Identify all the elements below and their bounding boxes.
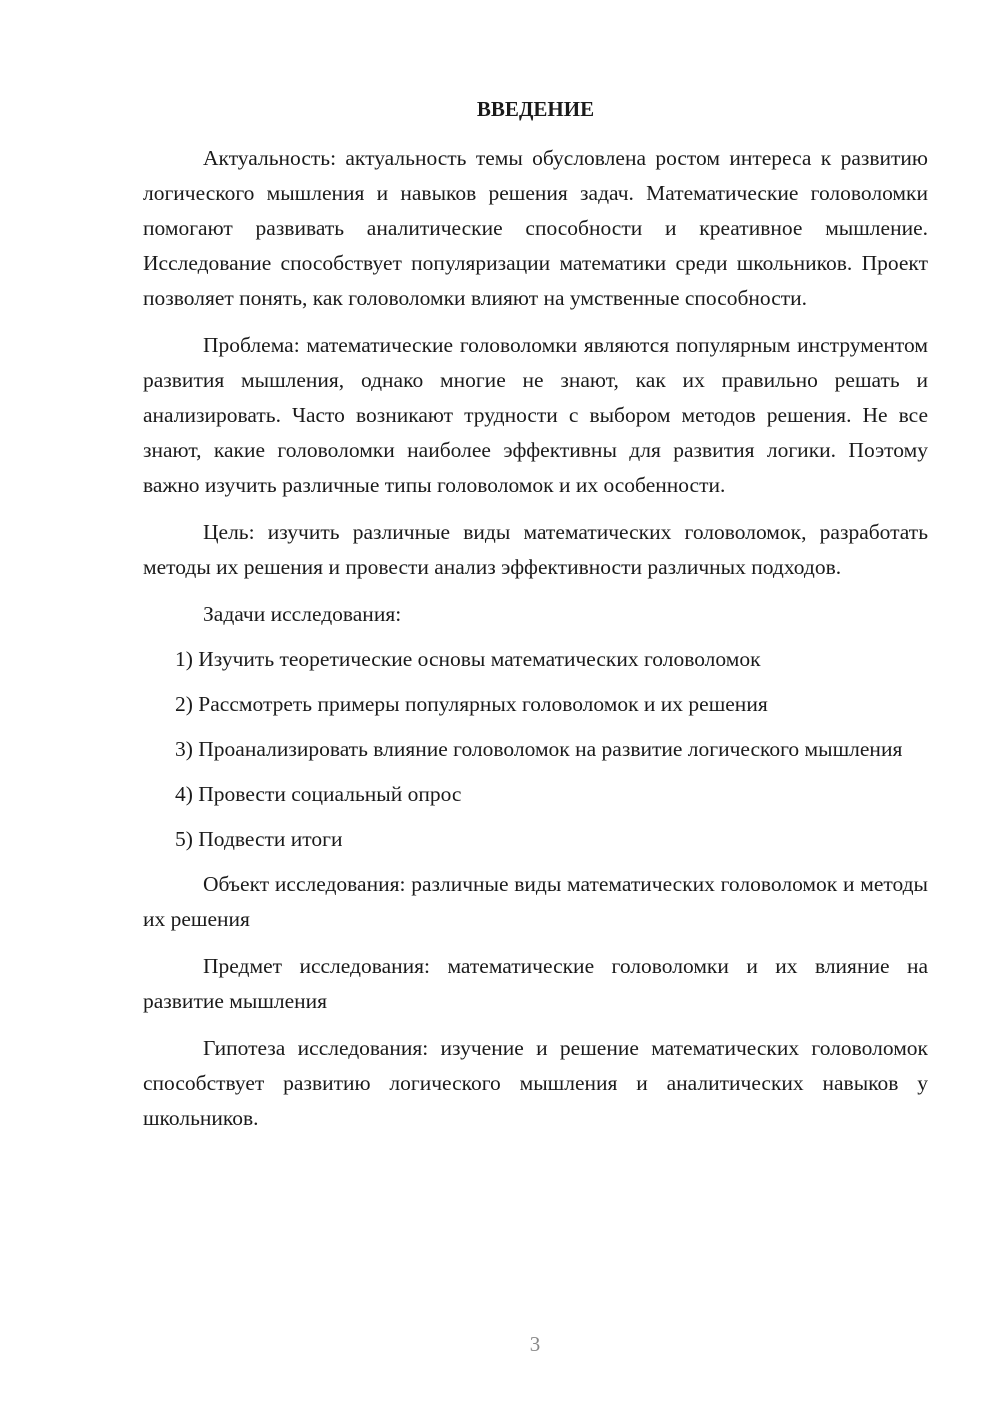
paragraph-object: Объект исследования: различные виды математических головоломок и методы их решения <box>143 872 928 931</box>
paragraph-relevance: Актуальность: актуальность темы обусловлена ростом интереса к развитию логического мышления и навыков решения задач. Математические головоломки помогают развивать аналитические способности и креативное мышление. Исследование способствует популяризации математики среди школьников. Проект позволяет понять, как головоломки влияют на умственные способности. <box>143 146 928 310</box>
task-item-5: 5) Подвести итоги <box>175 827 343 851</box>
section-title: ВВЕДЕНИЕ <box>476 97 595 121</box>
tasks-heading: Задачи исследования: <box>203 602 402 626</box>
paragraph-goal: Цель: изучить различные виды математических головоломок, разработать методы их решения и провести анализ эффективности различных подходов. <box>143 520 928 579</box>
task-item-2: 2) Рассмотреть примеры популярных головоломок и их решения <box>175 692 768 716</box>
tasks-list <box>143 642 928 857</box>
paragraph-subject: Предмет исследования: математические головоломки и их влияние на развитие мышления <box>143 954 928 1013</box>
paragraph-hypothesis: Гипотеза исследования: изучение и решение математических головоломок способствует развитию логического мышления и аналитических навыков у школьников. <box>143 1036 928 1130</box>
task-item-1: 1) Изучить теоретические основы математических головоломок <box>175 647 761 671</box>
task-item-3: 3) Проанализировать влияние головоломок на развитие логического мышления <box>175 737 903 761</box>
paragraph-problem: Проблема: математические головоломки являются популярным инструментом развития мышления, однако многие не знают, как их правильно решать и анализировать. Часто возникают трудности с выбором методов решения. Не все знают, какие головоломки наиболее эффективны для развития логики. Поэтому важно изучить различные типы головоломок и их особенности. <box>143 333 928 497</box>
task-item-4: 4) Провести социальный опрос <box>175 782 462 806</box>
page-number: 3 <box>529 1332 541 1356</box>
document-page <box>143 92 928 1148</box>
